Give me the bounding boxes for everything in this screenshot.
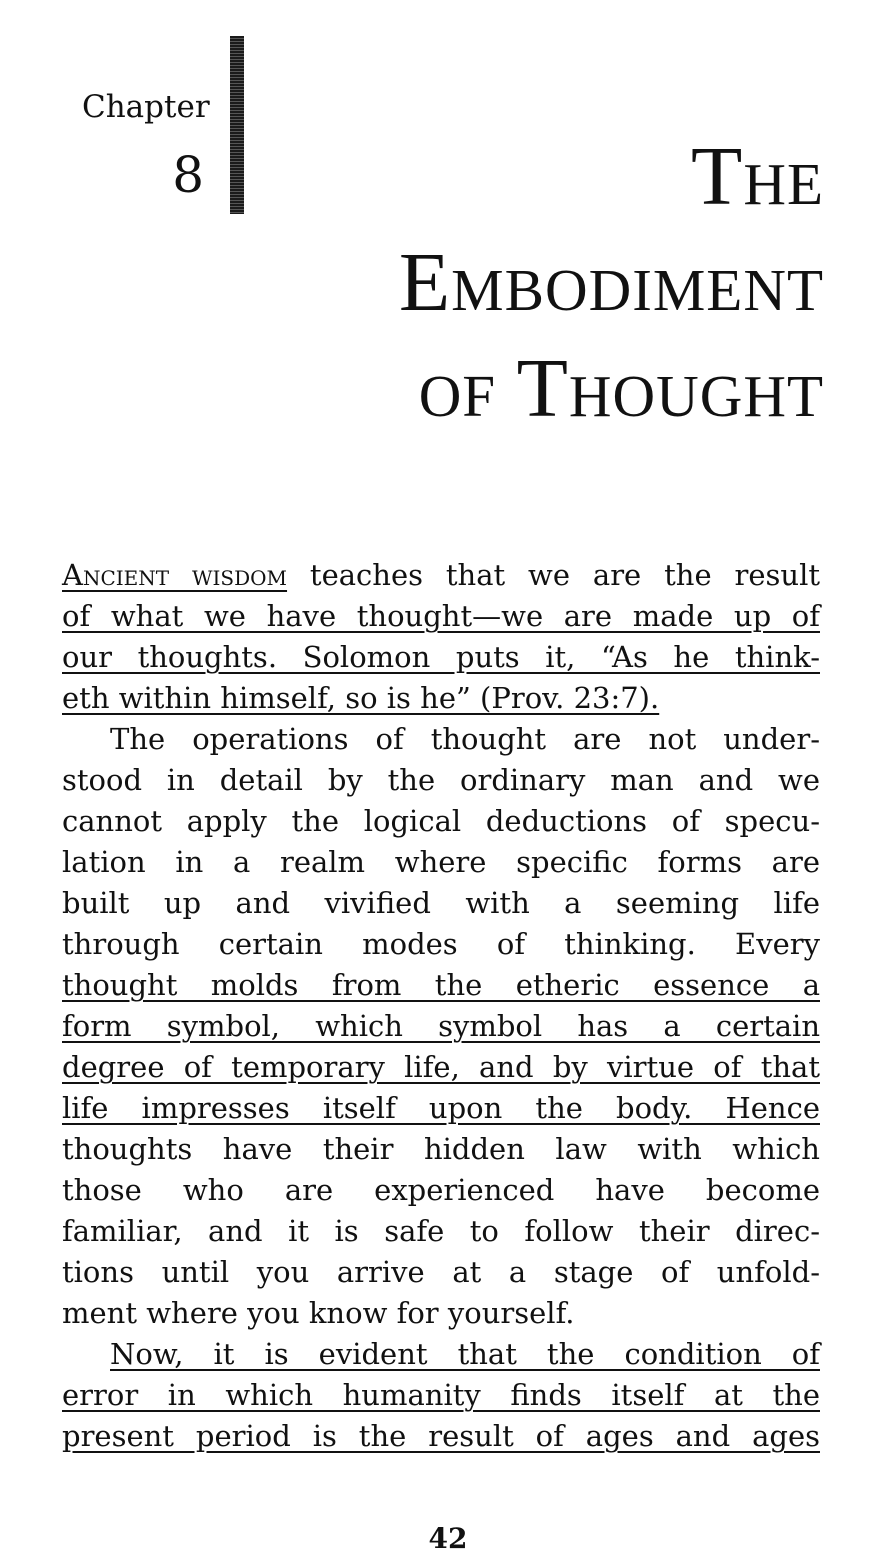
text-line: familiar, and it is safe to follow their direc- [62,1214,820,1248]
text-line-underlined: error in which humanity finds itself at the [62,1378,820,1412]
text-line-underlined: form symbol, which symbol has a certain [62,1009,820,1043]
text-line-underlined: eth within himself, so is he” (Prov. 23:7). [62,681,660,715]
text-line-rest: teaches that we are the result [287,558,820,592]
chapter-label: Chapter [82,89,210,125]
text-line: The operations of thought are not under- [110,722,820,756]
body-text [62,555,820,1457]
chapter-title [399,124,824,442]
text-line: lation in a realm where specific forms are [62,845,820,879]
text-line-underlined: thought molds from the etheric essence a [62,968,820,1002]
chapter-title-line: Embodiment [398,236,824,329]
text-line: thoughts have their hidden law with which [62,1132,820,1166]
chapter-number: 8 [172,146,204,204]
lead-in-small-caps: Ancient wisdom [62,558,288,592]
text-line-underlined: life impresses itself upon the body. Hence [62,1091,820,1125]
text-line: stood in detail by the ordinary man and we [62,763,820,797]
text-line-underlined: present period is the result of ages and ages [62,1419,820,1453]
text-line [62,555,820,596]
text-line-underlined: Now, it is evident that the condition of [110,1337,820,1371]
chapter-divider-rule [230,36,244,214]
text-line-underlined: our thoughts. Solomon puts it, “As he think- [62,640,820,674]
text-line: through certain modes of thinking. Every [62,927,820,961]
text-line-underlined: of what we have thought—we are made up of [62,599,820,633]
text-line: built up and vivified with a seeming life [62,886,820,920]
text-line-underlined: degree of temporary life, and by virtue of that [62,1050,820,1084]
text-line: cannot apply the logical deductions of specu- [62,804,820,838]
chapter-title-line: The [691,130,824,223]
chapter-title-line: of Thought [418,342,824,435]
text-line: those who are experienced have become [62,1173,820,1207]
text-line: tions until you arrive at a stage of unfold- [62,1255,820,1289]
text-line: ment where you know for yourself. [62,1296,575,1330]
page-number: 42 [428,1522,468,1555]
